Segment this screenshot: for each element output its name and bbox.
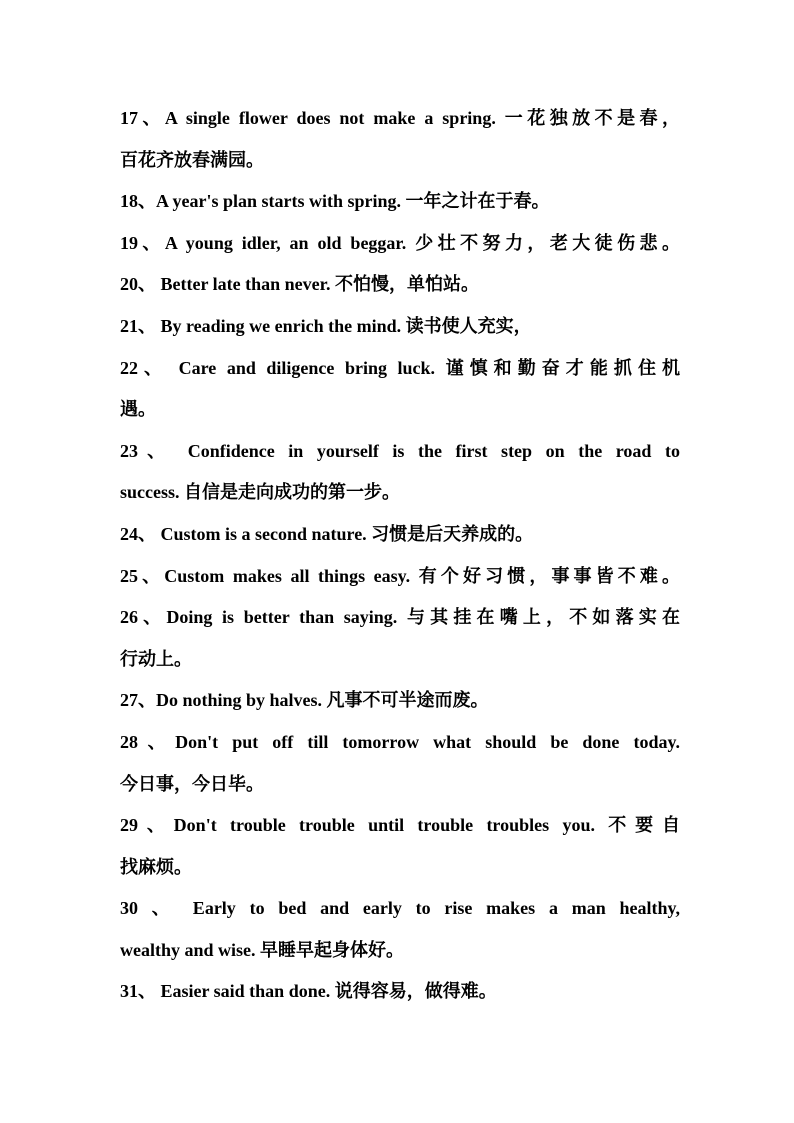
proverb-21: 21、 By reading we enrich the mind. 读书使人充实， [120,315,532,336]
proverb-19: 19、A young idler, an old beggar. 少壮不努力，老大徒伤悲。 [120,232,680,253]
proverb-31: 31、 Easier said than done. 说得容易，做得难。 [120,981,497,1002]
proverb-28-line-1: 28、Don't put off till tomorrow what should be done today. [120,731,680,752]
proverb-24: 24、 Custom is a second nature. 习惯是后天养成的。 [120,523,534,544]
proverb-30-line-1: 30 、 Early to bed and early to rise makes a man healthy, [120,898,680,919]
proverb-22-line-1: 22、 Care and diligence bring luck. 谨慎和勤奋才能抓住机 [120,357,680,378]
proverb-20: 20、 Better late than never. 不怕慢，单怕站。 [120,274,479,295]
proverb-18: 18、A year's plan starts with spring. 一年之计在于春。 [120,191,550,212]
proverb-27: 27、Do nothing by halves. 凡事不可半途而废。 [120,690,489,711]
proverb-17-line-1: 17、A single flower does not make a spring. 一花独放不是春， [120,108,680,128]
proverb-29-line-1: 29、Don't trouble trouble until trouble troubles you. 不要自 [120,815,680,836]
proverb-23-line-1: 23、 Confidence in yourself is the first step on the road to [120,440,680,461]
proverb-29-line-2: 找麻烦。 [120,856,192,877]
proverb-22-line-2: 遇。 [120,399,156,420]
proverb-23-line-2: success. 自信是走向成功的第一步。 [120,482,400,503]
proverb-26-line-1: 26、Doing is better than saying. 与其挂在嘴上，不如落实在 [120,607,680,628]
proverb-30-line-2: wealthy and wise. 早睡早起身体好。 [120,939,405,960]
proverb-26-line-2: 行动上。 [120,648,192,669]
proverb-28-line-2: 今日事，今日毕。 [120,773,264,794]
proverb-17-line-2: 百花齐放春满园。 [120,149,264,170]
proverb-list [120,98,680,1013]
proverb-25: 25、Custom makes all things easy. 有个好习惯，事事皆不难。 [120,565,680,586]
